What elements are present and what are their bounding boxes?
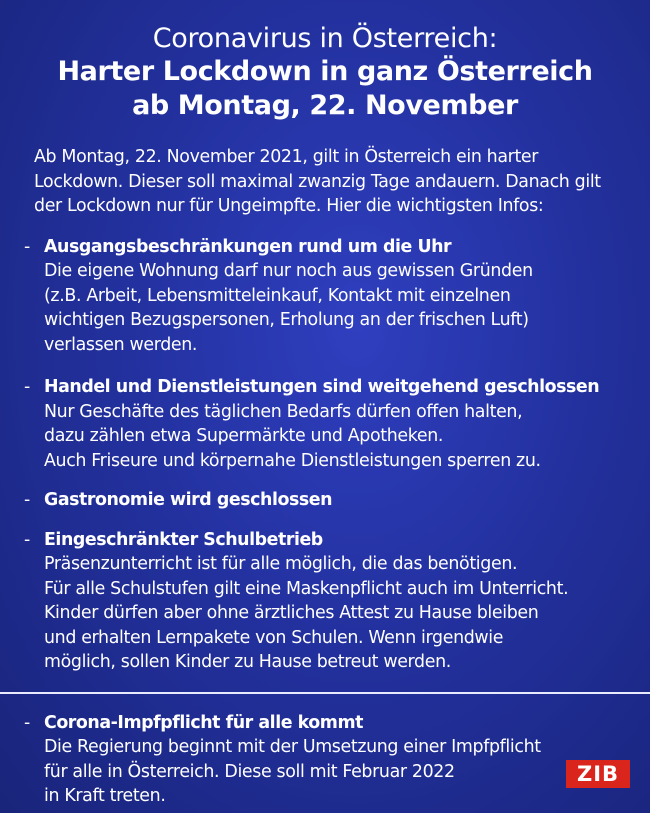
list-item [0, 375, 650, 473]
list-item [0, 528, 650, 675]
list-item-heading: Handel und Dienstleistungen sind weitgehend geschlossen [44, 377, 600, 397]
list-item-body: Die eigene Wohnung darf nur noch aus gewissen Gründen (z.B. Arbeit, Lebensmitteleinkauf, Kontakt mit einzelnen wichtigen Bezugspersonen, Erholung an der frischen Luft) verlassen werden. [44, 261, 533, 355]
list-item-heading: Corona-Impfpflicht für alle kommt [44, 712, 364, 733]
bullet-dash: - [24, 236, 30, 257]
list-item-heading: Ausgangsbeschränkungen rund um die Uhr [44, 236, 452, 257]
zib-logo: ZIB [566, 760, 630, 788]
list-item-body: Die Regierung beginnt mit der Umsetzung einer Impfpflicht für alle in Österreich. Diese soll mit Februar 2022 in Kraft treten. [44, 737, 541, 806]
header-subtitle: Coronavirus in Österreich: [152, 23, 498, 54]
list-item [0, 488, 650, 513]
list-item-heading: Gastronomie wird geschlossen [44, 490, 333, 510]
bullet-dash: - [24, 712, 30, 733]
header-title-date: ab Montag, 22. November [132, 90, 518, 121]
list-item-heading: Eingeschränkter Schulbetrieb [44, 529, 323, 550]
list-item-body: Präsenzunterricht ist für alle möglich, die das benötigen. Für alle Schulstufen gilt eine Maskenpflicht auch im Unterricht. Kinder dürfen aber ohne ärztliches Attest zu Hause bleiben und erhalten Lernpakete von Schulen. Wenn irgendwie möglich, sollen Kinder zu Hause betreut werden. [44, 554, 569, 672]
list-item [0, 711, 650, 809]
header-title: Harter Lockdown in ganz Österreich [57, 56, 593, 87]
list-item-body: Nur Geschäfte des täglichen Bedarfs dürfen offen halten, dazu zählen etwa Supermärkte und Apotheken. Auch Friseure und körpernahe Dienstleistungen sperren zu. [44, 401, 541, 471]
divider [0, 692, 650, 694]
info-list [0, 235, 650, 809]
header [0, 0, 650, 123]
bullet-dash: - [24, 490, 30, 510]
bullet-dash: - [24, 377, 30, 397]
list-item [0, 235, 650, 358]
bullet-dash: - [24, 529, 30, 550]
intro-text: Ab Montag, 22. November 2021, gilt in Österreich ein harter Lockdown. Dieser soll maximal zwanzig Tage andauern. Danach gilt der Lockdown nur für Ungeimpfte. Hier die wichtigsten Infos: [34, 147, 601, 216]
